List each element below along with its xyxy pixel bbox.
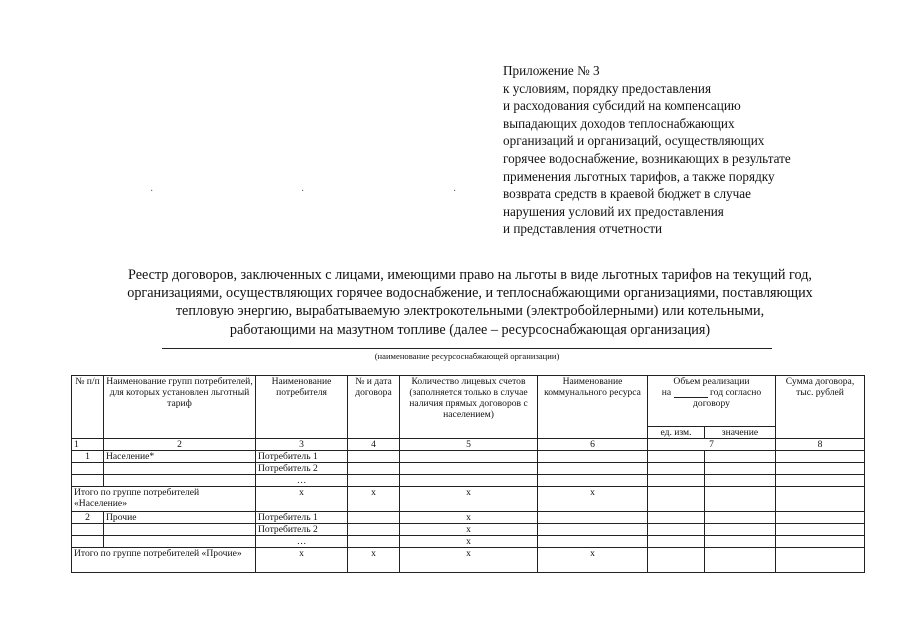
header-num: № п/п (72, 376, 104, 439)
title-line: работающими на мазутном топливе (далее – ресурсоснабжающая организация) (229, 321, 711, 338)
header-consumer: Наименование потребителя (256, 376, 348, 439)
header-value: значение (705, 427, 776, 439)
group-name: Население* (104, 451, 256, 463)
table-row (72, 451, 865, 463)
annex-line: выпадающих доходов теплоснабжающих (503, 115, 735, 131)
header-group: Наименование групп потребителей, для которых установлен льготный тариф (104, 376, 256, 439)
x-mark: x (256, 548, 348, 573)
annex-line: организаций и организаций, осуществляющих (503, 133, 765, 149)
x-mark: x (400, 548, 538, 573)
header-sum: Сумма договора, тыс. рублей (776, 376, 865, 439)
scan-speck: · (150, 186, 154, 197)
row-num: 1 (72, 451, 104, 463)
consumer-name: Потребитель 1 (256, 451, 348, 463)
scan-speck: · (453, 186, 457, 197)
col-number: 1 (72, 439, 104, 451)
x-mark: x (400, 512, 538, 524)
annex-line: горячее водоснабжение, возникающих в результате (503, 150, 791, 166)
header-volume-on: на (661, 387, 672, 398)
table-row (72, 512, 865, 524)
table-row (72, 524, 865, 536)
col-number: 8 (776, 439, 865, 451)
title-line: Реестр договоров, заключенных с лицами, имеющими право на льготы в виде льготных тарифов на текущий год, (128, 267, 812, 283)
x-mark: x (400, 487, 538, 512)
col-number: 4 (348, 439, 400, 451)
header-volume-label: Объем реализации (673, 376, 750, 387)
consumer-ellipsis: … (256, 536, 348, 548)
x-mark: x (400, 524, 538, 536)
header-volume (648, 376, 776, 427)
consumer-name: Потребитель 1 (256, 512, 348, 524)
x-mark: x (538, 548, 648, 573)
x-mark: x (400, 536, 538, 548)
header-unit: ед. изм. (648, 427, 705, 439)
x-mark: x (256, 487, 348, 512)
header-volume-year: год согласно договору (693, 387, 762, 409)
col-number: 7 (648, 439, 776, 451)
table-total-row (72, 487, 865, 512)
table-total-row (72, 548, 865, 573)
col-number: 2 (104, 439, 256, 451)
total-label: Итого по группе потребителей «Население» (72, 487, 256, 512)
org-name-line (162, 348, 772, 349)
col-number: 5 (400, 439, 538, 451)
title-line: организациями, осуществляющих горячее водоснабжение, и теплоснабжающими организациями, поставляющих (127, 285, 813, 302)
consumer-name: Потребитель 2 (256, 524, 348, 536)
header-resource: Наименование коммунального ресурса (538, 376, 648, 439)
org-name-caption: (наименование ресурсоснабжающей организации) (374, 351, 560, 361)
x-mark: x (538, 487, 648, 512)
table-row (72, 475, 865, 487)
total-label: Итого по группе потребителей «Прочие» (72, 548, 256, 573)
annex-line: возврата средств в краевой бюджет в случае (503, 186, 751, 202)
table-row (72, 463, 865, 475)
annex-line: и расходования субсидий на компенсацию (503, 98, 741, 114)
x-mark: x (348, 487, 400, 512)
title-line: тепловую энергию, вырабатываемую электрокотельными (электробойлерными) или котельными, (175, 303, 765, 320)
col-number: 6 (538, 439, 648, 451)
year-blank-line (674, 388, 708, 398)
col-number: 3 (256, 439, 348, 451)
annex-line: и представления отчетности (503, 221, 663, 237)
group-name: Прочие (104, 512, 256, 524)
registry-table (71, 375, 865, 573)
annex-line: к условиям, порядку предоставления (503, 80, 712, 96)
annex-line: Приложение № 3 (503, 63, 600, 78)
annex-line: нарушения условий их предоставления (503, 203, 724, 219)
header-accounts: Количество лицевых счетов (заполняется только в случае наличия прямых договоров с населением) (400, 376, 538, 439)
x-mark: x (348, 548, 400, 573)
consumer-ellipsis: … (256, 475, 348, 487)
table-row (72, 536, 865, 548)
header-contract: № и дата договора (348, 376, 400, 439)
annex-line: применения льготных тарифов, а также порядку (503, 168, 775, 184)
annex-heading (503, 62, 843, 238)
document-title (70, 266, 870, 339)
scan-speck: · (301, 186, 305, 197)
consumer-name: Потребитель 2 (256, 463, 348, 475)
row-num: 2 (72, 512, 104, 524)
